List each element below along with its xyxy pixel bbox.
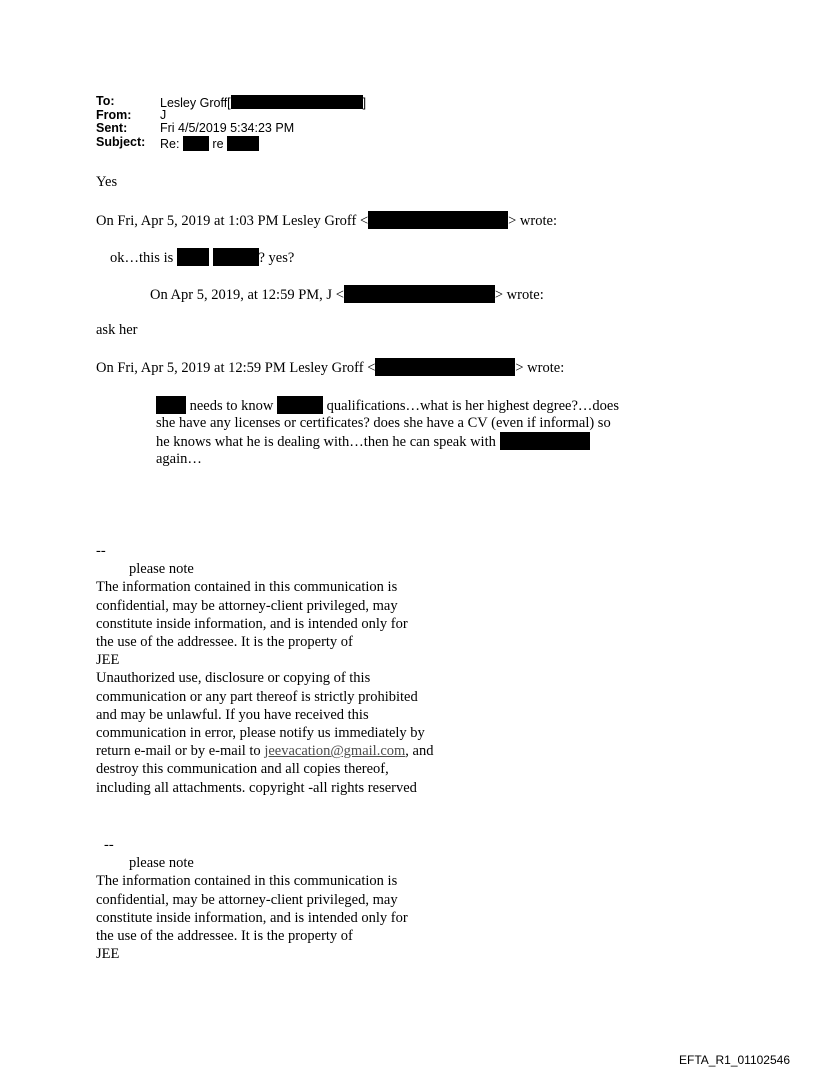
disclaimer-line: communication or any part thereof is strictly prohibited bbox=[96, 688, 418, 705]
disclaimer-line: destroy this communication and all copies thereof, bbox=[96, 761, 389, 778]
redaction-box bbox=[375, 358, 515, 376]
reply-ok bbox=[110, 248, 294, 267]
redaction-box bbox=[177, 248, 209, 266]
quoted-text-1b: qualifications…what is her highest degree?…does bbox=[326, 398, 619, 414]
disclaimer-line: including all attachments. copyright -all rights reserved bbox=[96, 779, 417, 796]
quoted-line-3 bbox=[156, 432, 676, 451]
quote-header-1 bbox=[96, 211, 557, 230]
disclaimer-line: JEE bbox=[96, 946, 120, 963]
to-bracket: ] bbox=[362, 96, 367, 110]
disclaimer-line: the use of the addressee. It is the property of bbox=[96, 634, 353, 651]
from-label: From: bbox=[96, 107, 132, 122]
redaction-box bbox=[500, 432, 590, 450]
disclaimer-line: and may be unlawful. If you have received this bbox=[96, 706, 369, 723]
quoted-text-3: he knows what he is dealing with…then he can speak with bbox=[156, 434, 496, 450]
redaction-box bbox=[156, 396, 186, 414]
redaction-box bbox=[231, 95, 363, 109]
reply-ask-her: ask her bbox=[96, 322, 138, 338]
disclaimer-line: constitute inside information, and is intended only for bbox=[96, 615, 408, 632]
to-value bbox=[160, 95, 366, 109]
redaction-box bbox=[368, 211, 508, 229]
signature-separator: -- bbox=[104, 837, 114, 853]
reply-yes: Yes bbox=[96, 174, 118, 190]
quoted-paragraph bbox=[156, 396, 676, 468]
disclaimer-line: JEE bbox=[96, 652, 120, 669]
subject-value bbox=[160, 136, 259, 150]
quote-header-1-suffix: > wrote: bbox=[508, 213, 557, 229]
email-link[interactable]: jeevacation@gmail.com bbox=[264, 743, 406, 760]
quoted-line-4: again… bbox=[156, 451, 202, 467]
email-prefix: return e-mail or by e-mail to bbox=[96, 743, 265, 760]
reply-ok-prefix: ok…this is bbox=[110, 250, 174, 266]
disclaimer-line: the use of the addressee. It is the property of bbox=[96, 928, 353, 945]
sent-value: Fri 4/5/2019 5:34:23 PM bbox=[160, 121, 295, 135]
disclaimer-line: constitute inside information, and is intended only for bbox=[96, 909, 408, 926]
quote-header-3 bbox=[96, 358, 564, 377]
subject-prefix: Re: bbox=[160, 136, 180, 151]
subject-mid: re bbox=[212, 136, 224, 151]
disclaimer-line: The information contained in this communication is bbox=[96, 873, 398, 890]
sent-label: Sent: bbox=[96, 121, 128, 135]
disclaimer-block-2 bbox=[96, 836, 496, 963]
to-label: To: bbox=[96, 94, 115, 108]
redaction-box bbox=[227, 136, 259, 151]
to-name: Lesley Groff[ bbox=[160, 96, 231, 110]
disclaimer-line: Unauthorized use, disclosure or copying of this bbox=[96, 670, 371, 687]
reply-ok-suffix: ? yes? bbox=[258, 250, 295, 266]
disclaimer-line: communication in error, please notify us immediately by bbox=[96, 725, 425, 742]
quoted-line-1 bbox=[156, 396, 676, 415]
sent-row bbox=[96, 122, 366, 136]
quoted-text-1a: needs to know bbox=[189, 398, 274, 414]
from-row bbox=[96, 109, 366, 123]
quote-header-3-prefix: On Fri, Apr 5, 2019 at 12:59 PM Lesley Groff < bbox=[96, 360, 376, 376]
email-suffix: , and bbox=[405, 743, 434, 760]
quote-header-2-prefix: On Apr 5, 2019, at 12:59 PM, J < bbox=[150, 287, 344, 303]
to-row bbox=[96, 95, 366, 109]
redaction-box bbox=[213, 248, 259, 266]
redaction-box bbox=[277, 396, 323, 414]
signature-separator: -- bbox=[96, 543, 106, 559]
quote-header-2-suffix: > wrote: bbox=[494, 287, 544, 303]
subject-row bbox=[96, 136, 366, 150]
quote-header-1-prefix: On Fri, Apr 5, 2019 at 1:03 PM Lesley Groff < bbox=[96, 213, 369, 229]
disclaimer-email-line bbox=[96, 742, 496, 760]
from-value: J bbox=[160, 107, 167, 122]
disclaimer-line: confidential, may be attorney-client privileged, may bbox=[96, 597, 398, 614]
redaction-box bbox=[183, 136, 209, 151]
email-header bbox=[96, 95, 366, 149]
redaction-box bbox=[344, 285, 495, 303]
disclaimer-line: confidential, may be attorney-client privileged, may bbox=[96, 891, 398, 908]
quoted-line-2: she have any licenses or certificates? does she have a CV (even if informal) so bbox=[156, 415, 611, 431]
quote-header-3-suffix: > wrote: bbox=[515, 360, 565, 376]
document-id: EFTA_R1_01102546 bbox=[679, 1053, 790, 1067]
quote-header-2 bbox=[150, 285, 544, 304]
please-note: please note bbox=[129, 855, 194, 872]
subject-label: Subject: bbox=[96, 134, 146, 149]
please-note: please note bbox=[129, 561, 194, 578]
disclaimer-block-1 bbox=[96, 542, 496, 797]
disclaimer-line: The information contained in this communication is bbox=[96, 579, 398, 596]
